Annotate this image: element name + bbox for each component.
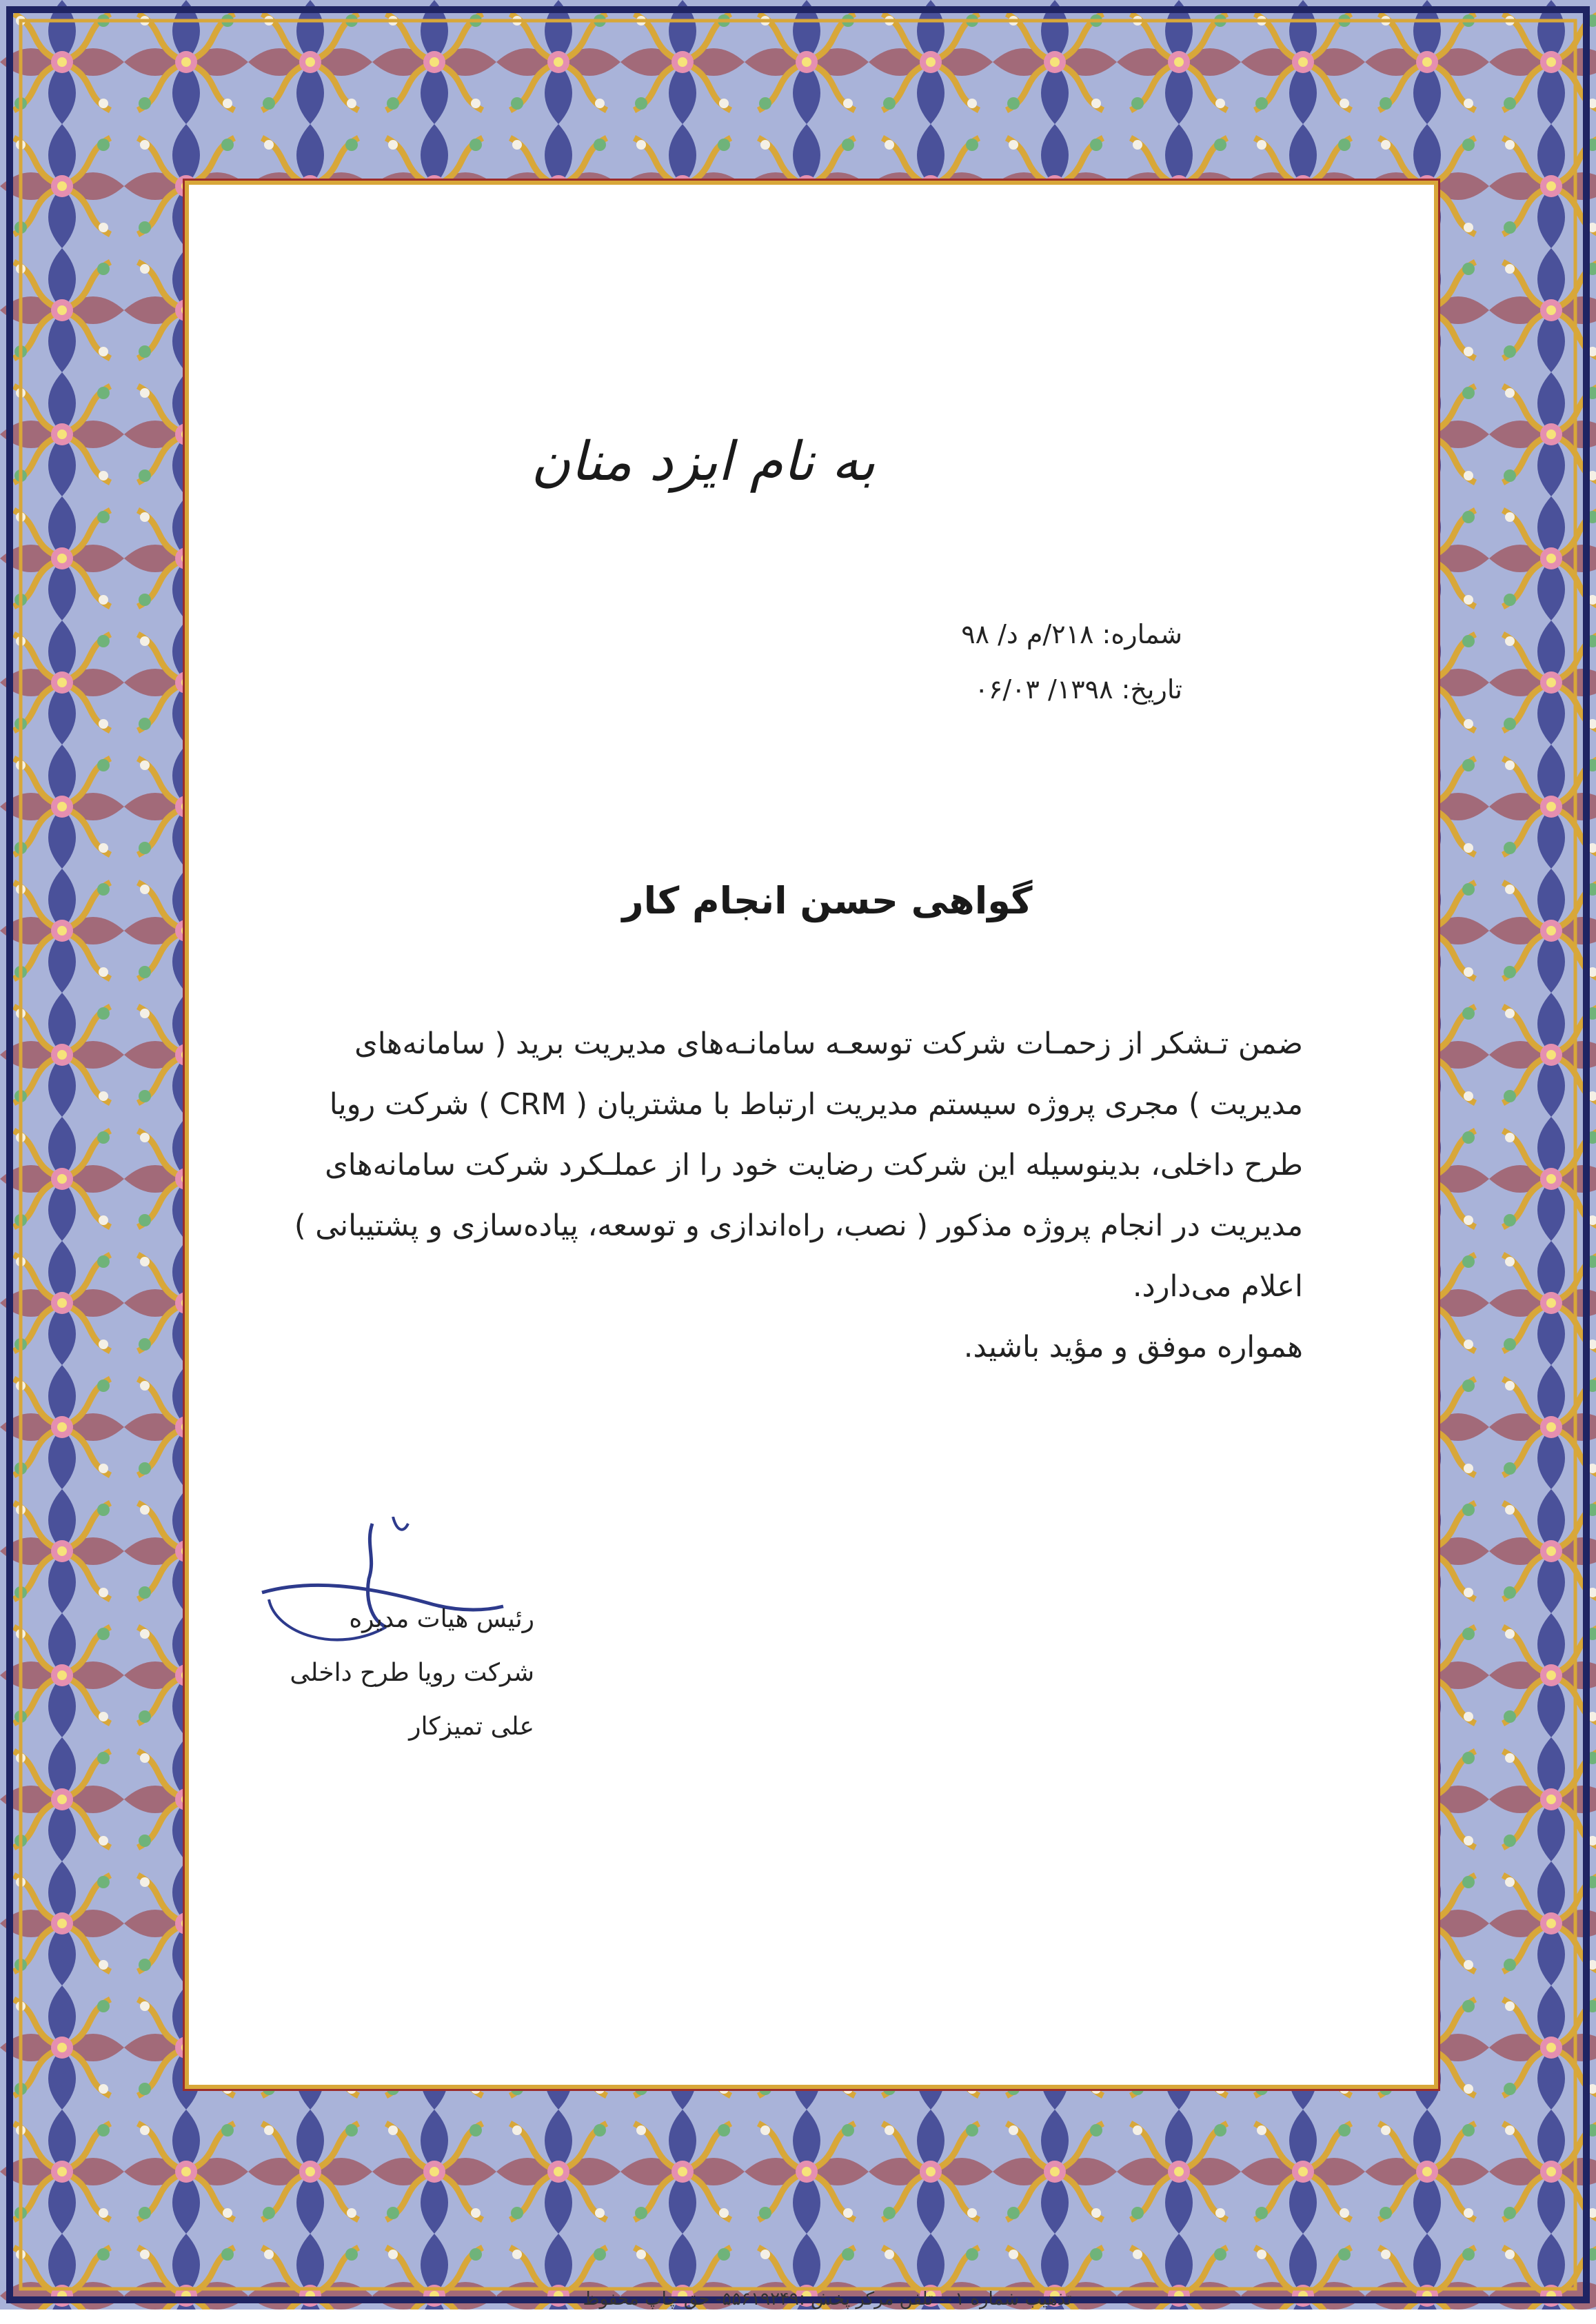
- signer-name: علی تمیزکار: [409, 1712, 534, 1741]
- invocation-heading: به نام ایزد منان: [531, 431, 876, 493]
- certificate-body: [283, 1013, 1303, 1377]
- signer-block: [190, 1593, 534, 1754]
- body-line: طرح داخلی، بدینوسیله این شرکت رضایت خود را از عملـکرد شرکت سامانه‌های: [325, 1148, 1303, 1182]
- letter-number: شماره: ۲۱۸/م د/ ۹۸: [961, 619, 1182, 649]
- body-line: مدیریت ) مجری پروژه سیستم مدیریت ارتباط با مشتریان ( CRM ) شرکت رویا: [329, 1087, 1303, 1122]
- body-line: اعلام می‌دارد.: [1132, 1269, 1303, 1304]
- print-footer: تذهیب شماره ۰۱- تلفن مرکز پخش :۵۵۶۱۹۲۴۹- حق چاپ محفوظ: [583, 2289, 1072, 2310]
- body-line: ضمن تـشکر از زحمـات شرکت توسعـه سامانـه‌های مدیریت برید ( سامانه‌های: [354, 1027, 1303, 1061]
- letter-date: تاریخ: ۱۳۹۸/ ۰۶/۰۳: [974, 674, 1182, 705]
- letter-meta: [769, 607, 1182, 717]
- signer-position: رئیس هیات مدیره: [349, 1605, 534, 1633]
- body-line: مدیریت در انجام پروژه مذکور ( نصب، راه‌اندازی و توسعه، پیاده‌سازی و پشتیبانی ): [294, 1209, 1303, 1243]
- signer-company: شرکت رویا طرح داخلی: [290, 1659, 534, 1687]
- certificate-title: گواهی حسن انجام کار: [622, 879, 1033, 922]
- body-line: همواره موفق و مؤید باشید.: [963, 1330, 1303, 1364]
